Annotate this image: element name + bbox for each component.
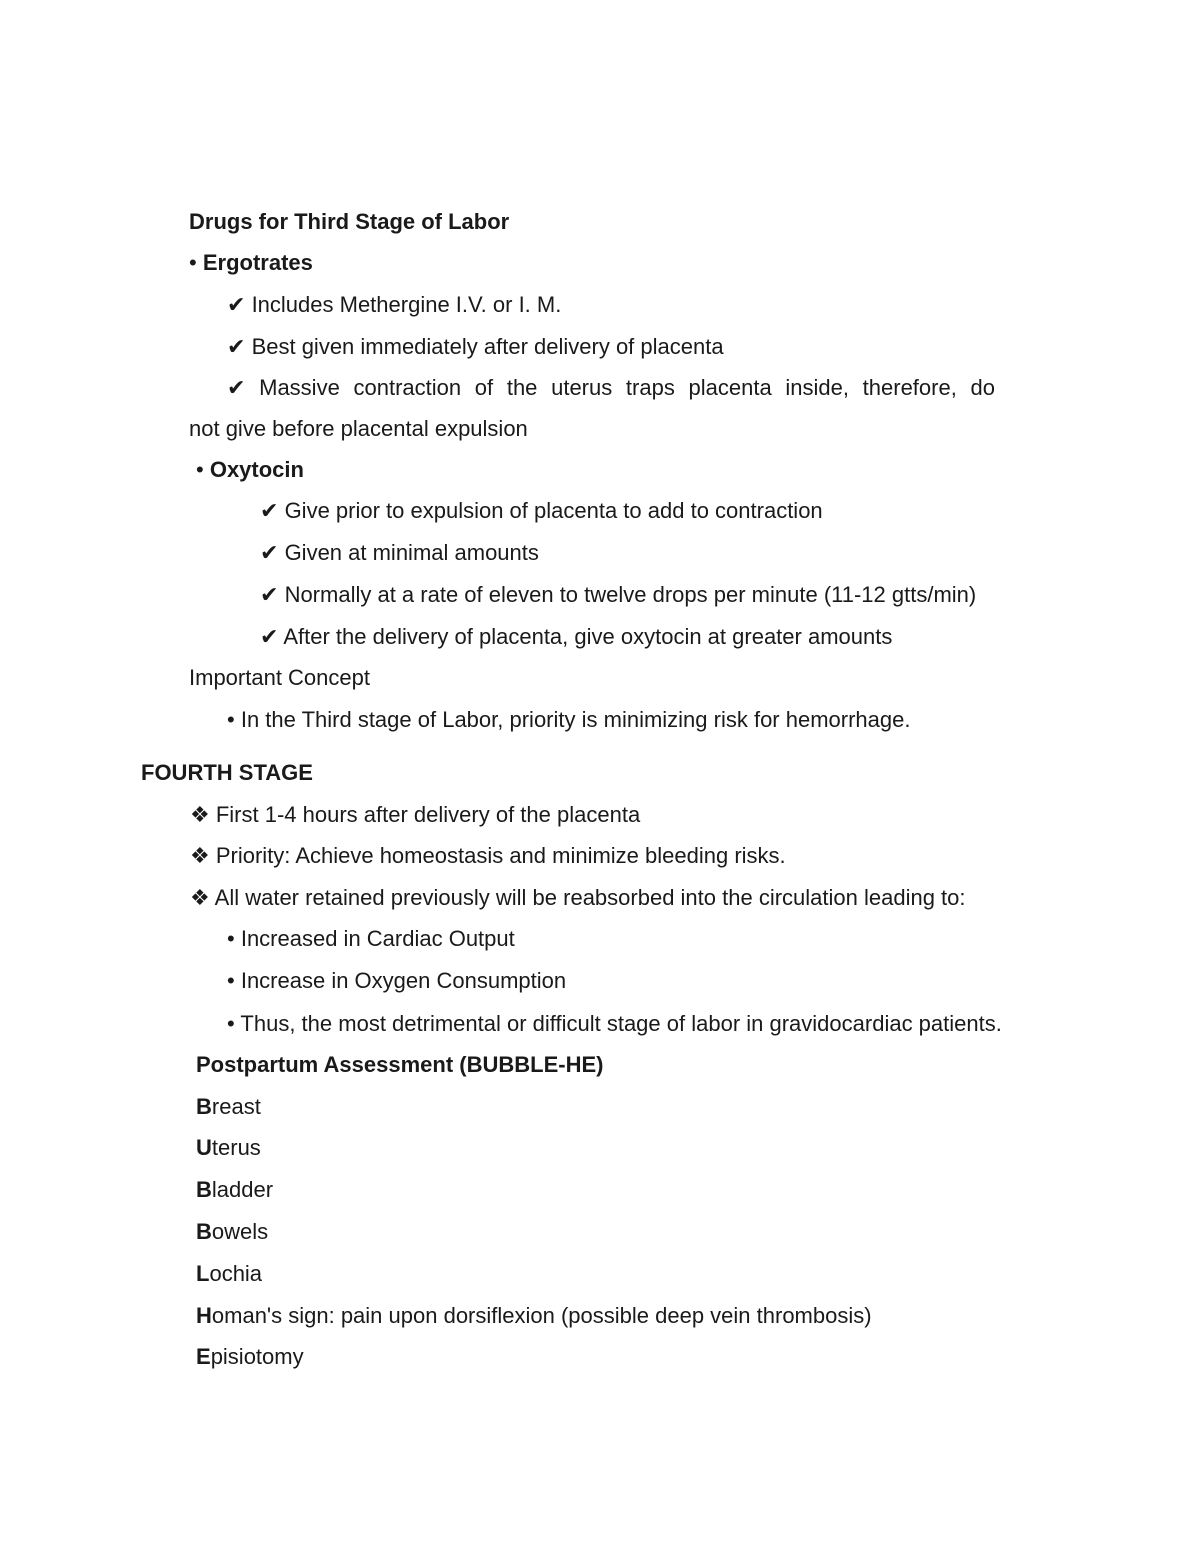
fourth-stage-sub-point: [227, 925, 515, 953]
bullet-mark: •: [227, 707, 235, 732]
bubble-he-item: [196, 1343, 304, 1371]
bubble-he-item: [196, 1093, 261, 1121]
section-title-bubble-he: Postpartum Assessment (BUBBLE-HE): [196, 1052, 604, 1077]
bullet-mark: •: [227, 968, 235, 993]
check-icon: ✔: [227, 292, 246, 317]
bubble-he-item: [196, 1302, 872, 1330]
drug-label: Ergotrates: [202, 250, 313, 275]
drug-label: Oxytocin: [209, 457, 304, 482]
bullet-mark: •: [227, 1011, 235, 1036]
acronym-initial: B: [196, 1219, 212, 1244]
bubble-he-item: [196, 1176, 273, 1204]
item-text: All water retained previously will be reabsorbed into the circulation leading to:: [214, 885, 966, 910]
item-text: Thus, the most detrimental or difficult stage of labor in gravidocardiac patients.: [240, 1011, 1002, 1036]
item-text: Increase in Oxygen Consumption: [240, 968, 567, 993]
item-text: Increased in Cardiac Output: [240, 926, 515, 951]
section-title-third-stage-drugs: Drugs for Third Stage of Labor: [189, 209, 510, 234]
check-icon: ✔: [260, 582, 279, 607]
important-concept-item: [227, 706, 911, 734]
acronym-initial: B: [196, 1094, 212, 1119]
oxytocin-item: [260, 581, 976, 609]
acronym-rest: pisiotomy: [210, 1344, 304, 1369]
fourth-stage-point: [190, 801, 640, 829]
check-icon: ✔: [260, 540, 279, 565]
acronym-rest: reast: [211, 1094, 261, 1119]
fourth-stage-sub-point: [227, 967, 566, 995]
item-text: Given at minimal amounts: [284, 540, 539, 565]
acronym-rest: oman's sign: pain upon dorsiflexion (possible deep vein thrombosis): [211, 1303, 872, 1328]
bubble-he-item: [196, 1218, 268, 1246]
section-title-fourth-stage: FOURTH STAGE: [141, 760, 313, 785]
fourth-stage-point: [190, 842, 786, 870]
check-icon: ✔: [227, 334, 246, 359]
bubble-he-item: [196, 1134, 261, 1162]
item-text: Best given immediately after delivery of placenta: [251, 334, 724, 359]
acronym-initial: L: [196, 1261, 210, 1286]
ergotrates-item: [227, 333, 724, 361]
acronym-rest: owels: [211, 1219, 269, 1244]
fourth-stage-sub-point: [227, 1010, 1002, 1038]
check-icon: ✔: [260, 624, 279, 649]
acronym-rest: ladder: [211, 1177, 274, 1202]
diamond-icon: ❖: [190, 885, 210, 910]
item-text: Massive contraction of the uterus traps placenta inside, therefore, do: [259, 375, 995, 400]
acronym-initial: E: [196, 1344, 211, 1369]
oxytocin-item: [260, 623, 892, 651]
item-text: Includes Methergine I.V. or I. M.: [251, 292, 562, 317]
important-concept-heading: Important Concept: [189, 665, 370, 690]
drug-heading-oxytocin: [196, 456, 304, 484]
check-icon: ✔: [227, 375, 246, 400]
bubble-he-item: [196, 1260, 262, 1288]
oxytocin-item: [260, 539, 539, 567]
ergotrates-item: [227, 291, 561, 319]
check-icon: ✔: [260, 498, 279, 523]
acronym-initial: H: [196, 1303, 212, 1328]
item-text: Priority: Achieve homeostasis and minimize bleeding risks.: [215, 843, 786, 868]
item-text: First 1-4 hours after delivery of the placenta: [215, 802, 641, 827]
item-text: In the Third stage of Labor, priority is minimizing risk for hemorrhage.: [240, 707, 911, 732]
bullet-mark: •: [196, 457, 204, 482]
oxytocin-item: [260, 497, 823, 525]
ergotrates-item: [227, 374, 995, 402]
item-text: Normally at a rate of eleven to twelve drops per minute (11-12 gtts/min): [284, 582, 977, 607]
acronym-initial: B: [196, 1177, 212, 1202]
diamond-icon: ❖: [190, 802, 210, 827]
diamond-icon: ❖: [190, 843, 210, 868]
bullet-mark: •: [227, 926, 235, 951]
acronym-initial: U: [196, 1135, 212, 1160]
bullet-mark: •: [189, 250, 197, 275]
acronym-rest: ochia: [209, 1261, 263, 1286]
item-text: After the delivery of placenta, give oxytocin at greater amounts: [283, 624, 893, 649]
fourth-stage-point: [190, 884, 966, 912]
acronym-rest: terus: [211, 1135, 261, 1160]
drug-heading-ergotrates: [189, 249, 313, 277]
ergotrates-item-continuation: not give before placental expulsion: [189, 416, 528, 441]
item-text: Give prior to expulsion of placenta to add to contraction: [284, 498, 823, 523]
